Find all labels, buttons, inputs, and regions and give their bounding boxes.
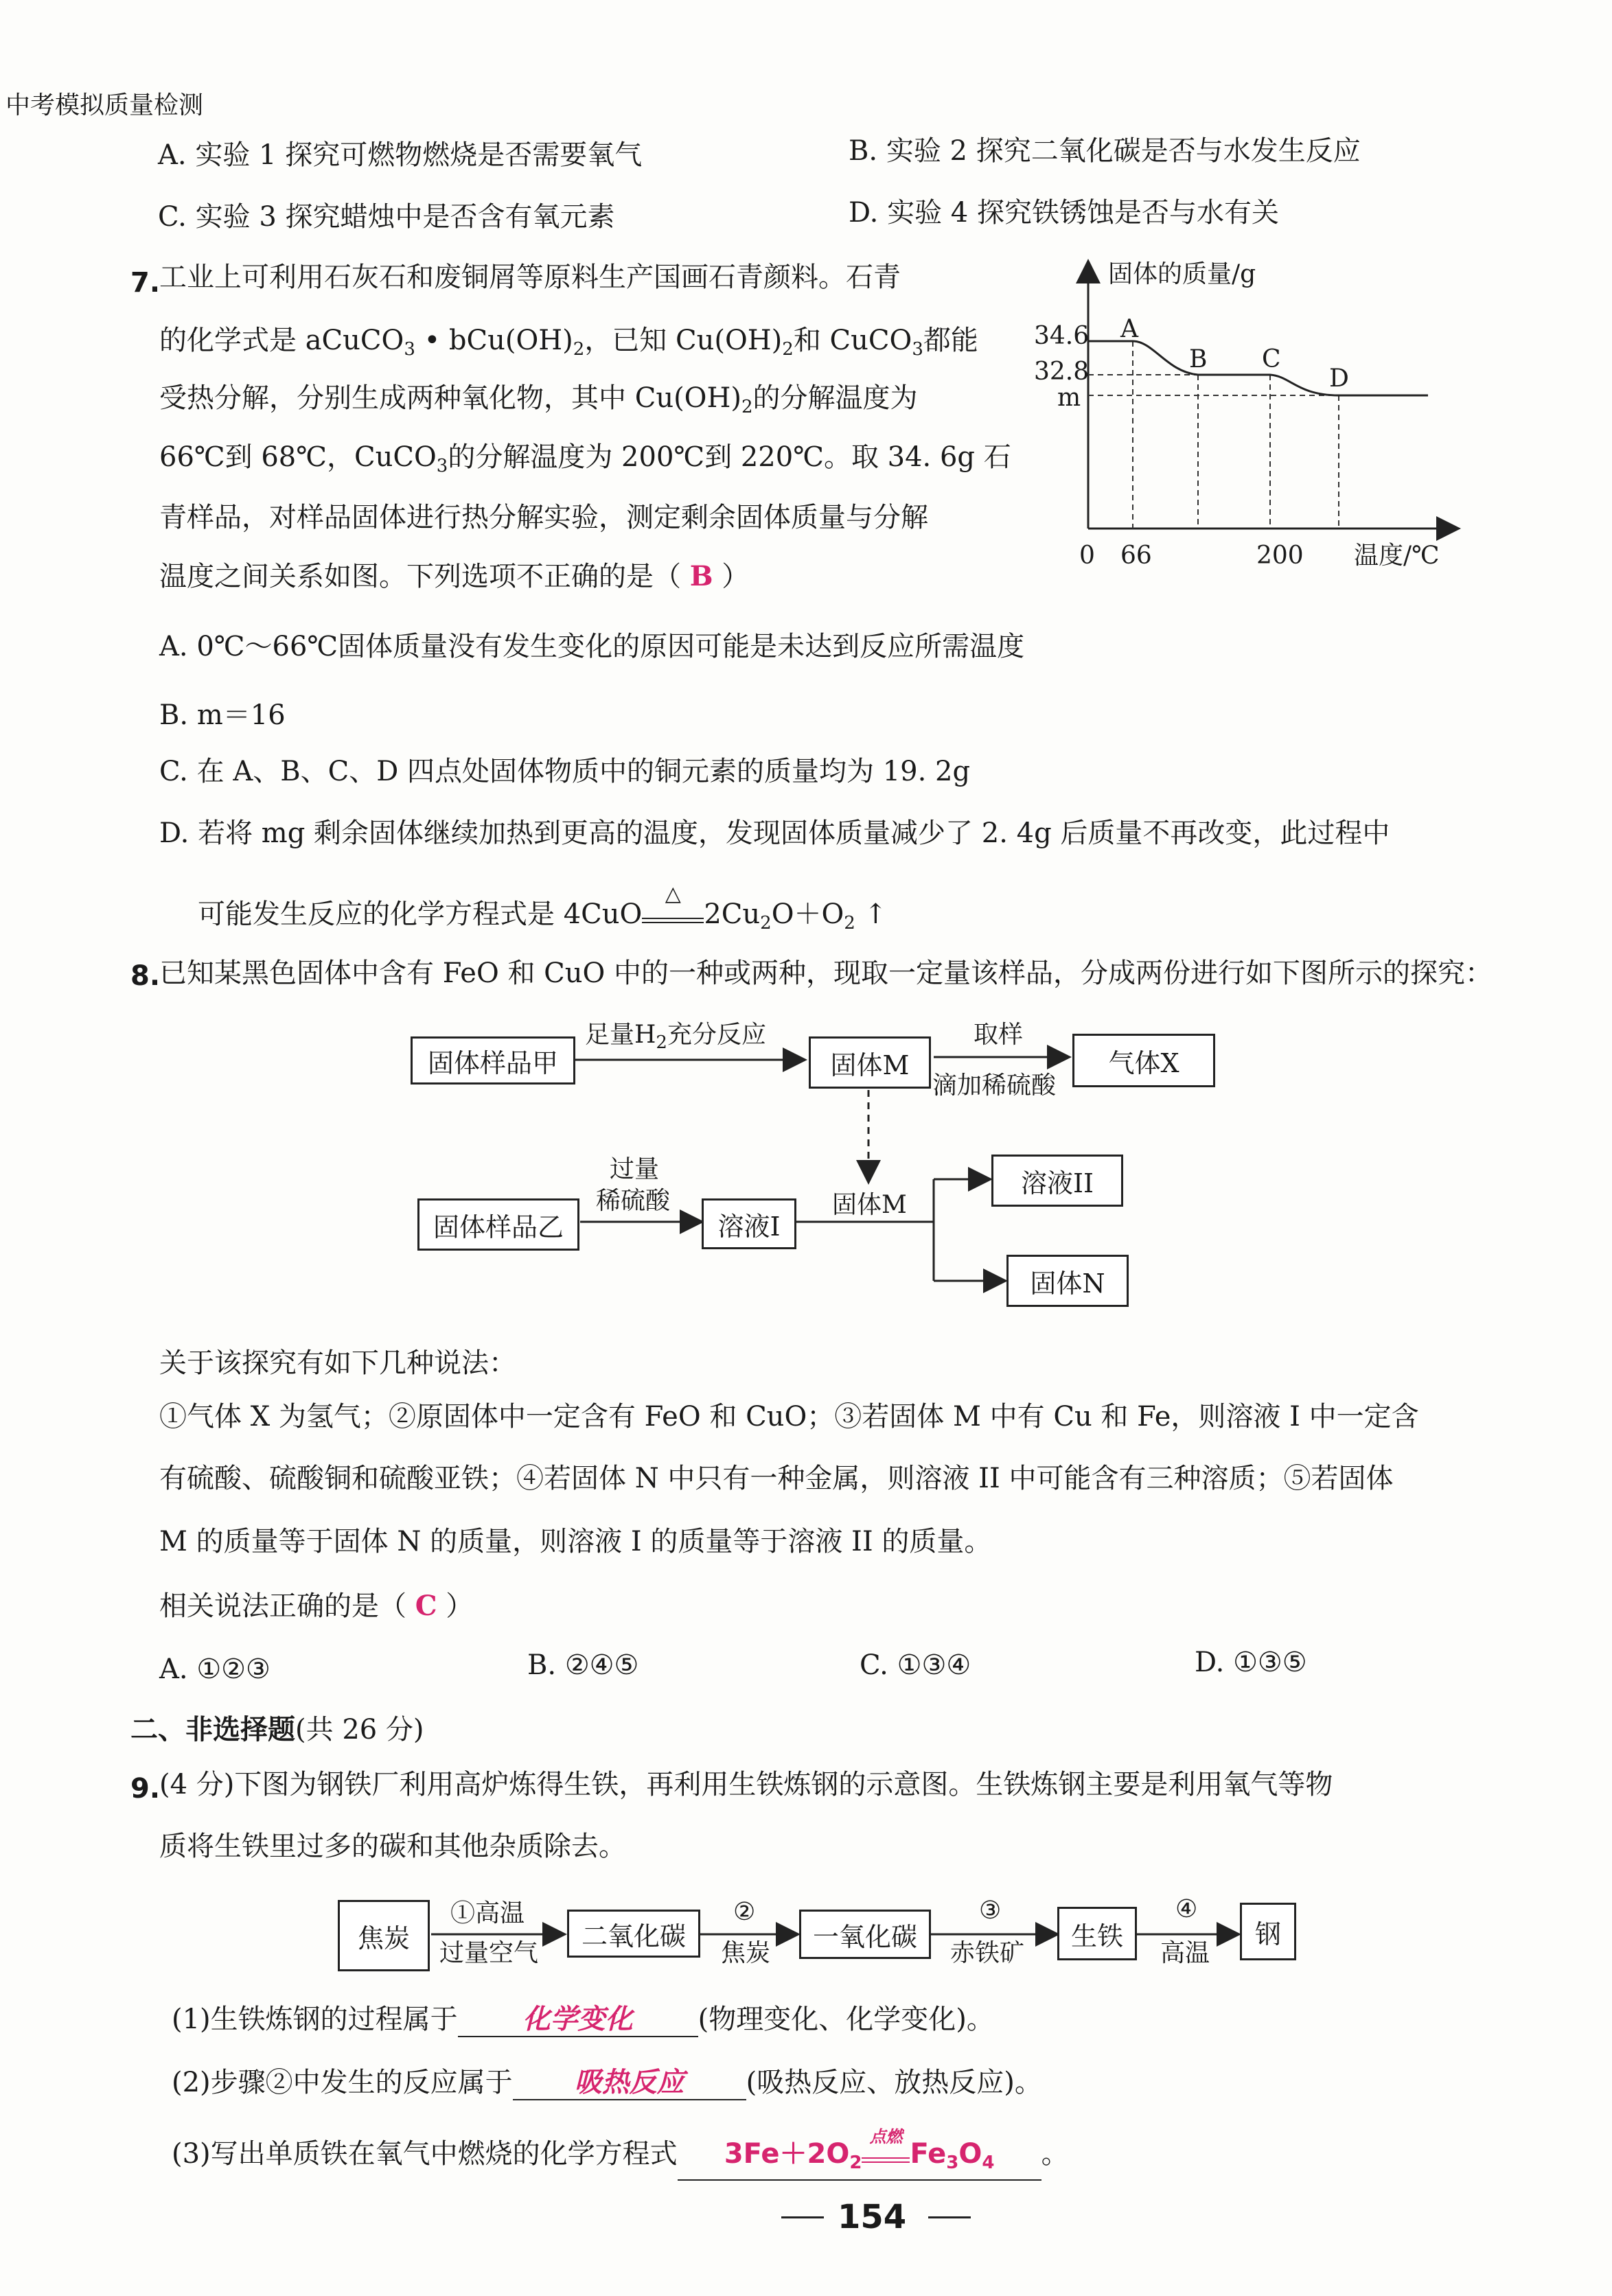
flow-step3-top: ③	[979, 1897, 1002, 1925]
chart-ylabel: 固体的质量/g	[1108, 260, 1256, 288]
flow-step4-bottom: 高温	[1160, 1939, 1210, 1967]
q8-option-c: C. ①③④	[860, 1649, 971, 1681]
flow-step4-top: ④	[1175, 1895, 1198, 1923]
heat-condition: △	[665, 882, 681, 906]
q8-option-a: A. ①②③	[159, 1654, 270, 1685]
q7-answer: B	[689, 560, 713, 592]
q8-number: 8.	[130, 960, 161, 992]
q8-statement-3: M 的质量等于固体 N 的质量，则溶液 I 的质量等于溶液 II 的质量。	[159, 1526, 992, 1557]
flow-gas-x: 气体X	[1072, 1034, 1215, 1087]
flow-step3-bottom: 赤铁矿	[950, 1939, 1025, 1967]
q9-part-3: (3)写出单质铁在氧气中燃烧的化学方程式 $3Fe+2O_2$ 点燃 $Fe_3O_4$ 。	[172, 2137, 1069, 2181]
q6-option-b: B. 实验 2 探究二氧化碳是否与水发生反应	[849, 135, 1361, 167]
chart-point-c: C	[1262, 345, 1281, 373]
q6-option-a: A. 实验 1 探究可燃物燃烧是否需要氧气	[158, 139, 643, 171]
chart-xtick-66: 66	[1120, 542, 1152, 570]
flow-sample-a: 固体样品甲	[411, 1036, 575, 1085]
chart-origin: 0	[1079, 542, 1095, 570]
flow-solid-n: 固体N	[1006, 1255, 1129, 1307]
section-2-title: 二、非选择题(共 26 分)	[130, 1714, 424, 1746]
q8-option-d: D. ①③⑤	[1195, 1647, 1307, 1678]
q7-line5: 青样品，对样品固体进行热分解实验，测定剩余固体质量与分解	[159, 502, 928, 533]
flow-step1-bottom: 过量空气	[439, 1939, 539, 1967]
chart-point-d: D	[1329, 364, 1349, 393]
flow-sample-b: 固体样品乙	[417, 1198, 579, 1251]
page-number: 154	[838, 2198, 907, 2236]
flow-excess: 过量	[610, 1155, 660, 1183]
chart-ytick-328: 32.8	[1034, 358, 1090, 386]
q7-line4: 66℃到 68℃，CuCO$_3$的分解温度为 200℃到 220℃。取 34. 6g 石	[159, 441, 1011, 476]
q7-number: 7.	[130, 267, 161, 299]
q9-part-1: (1)生铁炼钢的过程属于 化学变化 (物理变化、化学变化)。	[172, 2003, 994, 2037]
chart-xlabel: 温度/℃	[1354, 542, 1440, 570]
q9-number: 9.	[130, 1773, 161, 1805]
flow-solution-2: 溶液II	[991, 1155, 1123, 1207]
chart-point-b: B	[1189, 345, 1208, 373]
q6-option-d: D. 实验 4 探究铁锈蚀是否与水有关	[849, 197, 1279, 229]
q7-option-d-line1: D. 若将 mg 剩余固体继续加热到更高的温度，发现固体质量减少了 2. 4g 后质量不再改变，此过程中	[159, 817, 1390, 849]
q9-stem-1: (4 分)下图为钢铁厂利用高炉炼得生铁，再利用生铁炼钢的示意图。生铁炼钢主要是利用氧气等物	[159, 1769, 1333, 1800]
q8-intro: 关于该探究有如下几种说法：	[159, 1347, 516, 1379]
flow-coke: 焦炭	[338, 1900, 430, 1971]
q8-option-b: B. ②④⑤	[527, 1649, 639, 1681]
page-header: 中考模拟质量检测	[5, 91, 204, 119]
q7-option-c: C. 在 A、B、C、D 四点处固体物质中的铜元素的质量均为 19. 2g	[159, 756, 971, 787]
flow-step2-bottom: 焦炭	[721, 1939, 771, 1967]
q8-statement-2: 有硫酸、硫酸铜和硫酸亚铁；④若固体 N 中只有一种金属，则溶液 II 中可能含有三种溶质；⑤若固体	[159, 1463, 1394, 1494]
flow-pig-iron: 生铁	[1057, 1907, 1137, 1960]
q7-option-d-line2: 可能发生反应的化学方程式是 4CuO △ $2Cu_2O+O_2$ ↑	[198, 898, 887, 940]
chart-xtick-200: 200	[1256, 542, 1304, 570]
q7-option-a: A. 0℃～66℃固体质量没有发生变化的原因可能是未达到反应所需温度	[159, 631, 1025, 662]
ignite-condition: 点燃	[869, 2127, 903, 2146]
chart-point-a: A	[1120, 315, 1138, 343]
flow-solid-m2: 固体M	[832, 1191, 907, 1219]
flow-co: 一氧化碳	[799, 1910, 931, 1959]
q9-stem-2: 质将生铁里过多的碳和其他杂质除去。	[159, 1831, 626, 1862]
footer-dash-left	[781, 2216, 824, 2218]
chart-ytick-m: m	[1057, 384, 1081, 412]
q7-line3: 受热分解，分别生成两种氧化物，其中 $Cu(OH)_2$的分解温度为	[159, 382, 918, 417]
q7-line6: 温度之间关系如图。下列选项不正确的是（ B ）	[159, 560, 750, 592]
q7-line1: 工业上可利用石灰石和废铜屑等原料生产国画石青颜料。石青	[159, 262, 901, 293]
flow-step2-top: ②	[733, 1898, 756, 1926]
footer-dash-right	[928, 2216, 971, 2218]
flow-co2: 二氧化碳	[567, 1910, 700, 1958]
q8-ask: 相关说法正确的是（ C ）	[159, 1590, 474, 1622]
q9-part-2: (2)步骤②中发生的反应属于 吸热反应 (吸热反应、放热反应)。	[172, 2066, 1042, 2100]
flow-step1-top: ①高温	[450, 1899, 525, 1927]
q9-part-1-answer: 化学变化	[458, 2003, 698, 2037]
flow-solution-1: 溶液I	[702, 1198, 796, 1249]
q9-part-3-answer: $3Fe+2O_2$ 点燃 $Fe_3O_4$	[678, 2137, 1041, 2181]
q6-option-c: C. 实验 3 探究蜡烛中是否含有氧元素	[158, 201, 615, 233]
q7-line2: 的化学式是 aCuCO$_3$ • $bCu(OH)_2$，已知 $Cu(OH)_2$和 CuCO$_3$都能	[159, 325, 978, 360]
flow-solid-m: 固体M	[809, 1036, 931, 1089]
flow-steel: 钢	[1240, 1903, 1296, 1960]
flow-dilute-acid: 稀硫酸	[596, 1187, 671, 1215]
flow-add-acid: 滴加稀硫酸	[932, 1071, 1057, 1100]
flow-arrow1-label: 足量$H_2$充分反应	[585, 1021, 766, 1053]
flow-take-sample: 取样	[974, 1021, 1024, 1049]
q8-statement-1: ①气体 X 为氢气；②原固体中一定含有 FeO 和 CuO；③若固体 M 中有 Cu 和 Fe，则溶液 I 中一定含	[159, 1401, 1419, 1433]
chart-ytick-346: 34.6	[1034, 322, 1090, 350]
q8-stem: 已知某黑色固体中含有 FeO 和 CuO 中的一种或两种，现取一定量该样品，分成两份进行如下图所示的探究：	[159, 958, 1493, 989]
q8-answer: C	[415, 1590, 437, 1622]
q7-option-b: B. m＝16	[159, 699, 286, 731]
q9-part-2-answer: 吸热反应	[513, 2066, 746, 2100]
